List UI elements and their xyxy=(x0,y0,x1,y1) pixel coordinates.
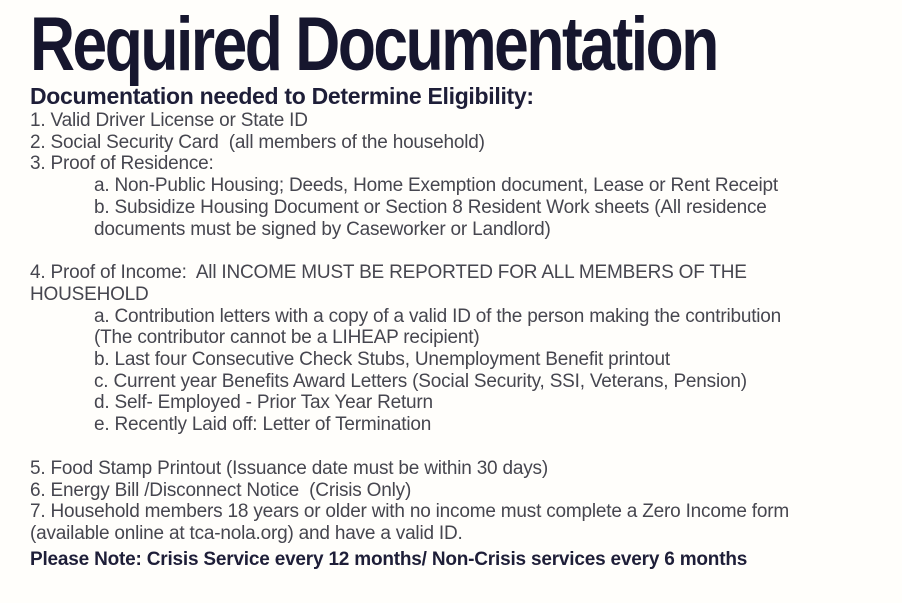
doc-line-5: 5. Food Stamp Printout (Issuance date must be within 30 days) xyxy=(30,457,548,479)
doc-line-1: 1. Valid Driver License or State ID xyxy=(30,110,308,131)
doc-line-3b: b. Subsidize Housing Document or Section 8 Resident Work sheets (All residence xyxy=(94,196,767,218)
doc-line-4c: c. Current year Benefits Award Letters (Social Security, SSI, Veterans, Pension) xyxy=(94,370,747,392)
document-body xyxy=(30,110,885,571)
doc-line-7-cont: (available online at tca-nola.org) and have a valid ID. xyxy=(30,522,463,544)
doc-line-4a-cont: (The contributor cannot be a LIHEAP recipient) xyxy=(94,327,480,349)
doc-line-4-cont: HOUSEHOLD xyxy=(30,283,149,305)
doc-line-7: 7. Household members 18 years or older with no income must complete a Zero Income form xyxy=(30,501,789,523)
spacer xyxy=(30,240,885,262)
spacer xyxy=(30,436,885,458)
doc-line-4d: d. Self- Employed - Prior Tax Year Return xyxy=(94,392,433,414)
doc-line-3: 3. Proof of Residence: xyxy=(30,153,214,175)
doc-line-3b-cont: documents must be signed by Caseworker or Landlord) xyxy=(94,218,551,240)
doc-line-2: 2. Social Security Card (all members of the household) xyxy=(30,131,485,153)
doc-line-3a: a. Non-Public Housing; Deeds, Home Exemption document, Lease or Rent Receipt xyxy=(94,175,778,197)
doc-line-4a: a. Contribution letters with a copy of a valid ID of the person making the contribution xyxy=(94,305,782,327)
page-title: Required Documentation xyxy=(30,2,717,87)
doc-line-4e: e. Recently Laid off: Letter of Termination xyxy=(94,414,432,436)
doc-line-4: 4. Proof of Income: All INCOME MUST BE REPORTED FOR ALL MEMBERS OF THE xyxy=(30,262,747,284)
note-text: Please Note: Crisis Service every 12 months/ Non-Crisis services every 6 months xyxy=(30,548,748,570)
page-subtitle: Documentation needed to Determine Eligibility: xyxy=(30,83,534,109)
doc-line-6: 6. Energy Bill /Disconnect Notice (Crisis Only) xyxy=(30,479,412,501)
doc-line-4b: b. Last four Consecutive Check Stubs, Unemployment Benefit printout xyxy=(94,349,670,371)
